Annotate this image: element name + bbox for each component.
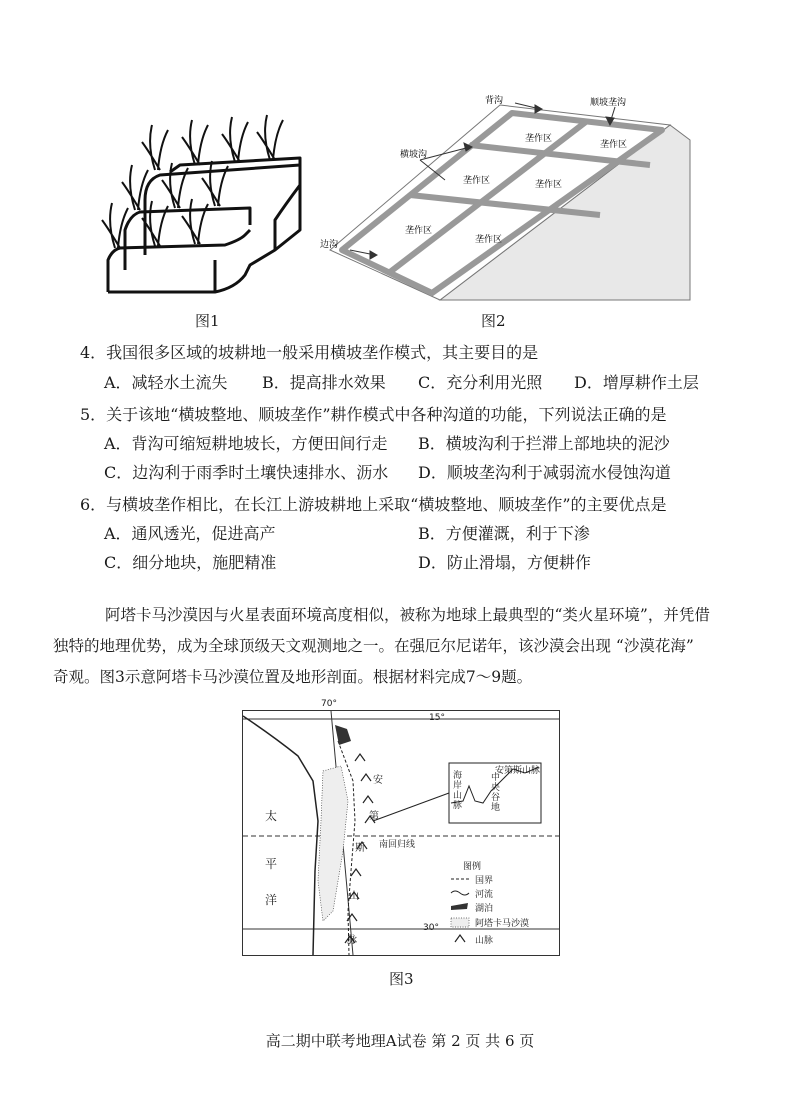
legend-lake: 湖泊 [475,904,494,914]
label-down-slope-ditch: 顺坡垄沟 [590,98,627,108]
legend-border: 国界 [475,876,494,886]
figure-1-terrace-illustration [100,110,320,300]
label-cross-slope-ditch: 横坡沟 [400,150,428,160]
question-5-option-c: C．边沟利于雨季时土壤快速排水、沥水 [104,463,389,482]
question-6-option-c: C．细分地块，施肥精准 [104,553,277,572]
figure-3-caption: 图3 [389,970,414,988]
legend-title: 图例 [463,862,482,872]
page-footer: 高二期中联考地理A试卷 第 2 页 共 6 页 [265,1032,535,1050]
zone-label: 垄作区 [525,134,553,144]
andes-label-4: 山 [349,891,359,902]
passage-line: 阿塔卡马沙漠因与火星表面环境高度相似，被称为地球上最典型的“类火星环境”，并凭借 [105,606,710,624]
question-4-stem: 4．我国很多区域的坡耕地一般采用横坡垄作模式，其主要目的是 [80,343,539,362]
legend-mountain: 山脉 [475,936,494,946]
inset-central-valley: 中 央 谷 地 [491,773,501,813]
question-5-option-d: D．顺坡垄沟利于减弱流水侵蚀沟道 [418,463,671,482]
passage [53,600,723,693]
figure-3-map [242,699,560,956]
zone-label: 垄作区 [600,140,628,150]
zone-label: 垄作区 [405,226,433,236]
question-5-option-a: A．背沟可缩短耕地坡长，方便田间行走 [104,434,388,453]
question-4-option-a: A．减轻水土流失 [104,373,228,392]
question-4-option-d: D．增厚耕作土层 [574,373,699,392]
zone-label: 垄作区 [535,180,563,190]
question-6-option-b: B．方便灌溉，利于下渗 [418,524,590,543]
figure-2-slope-diagram [320,85,700,305]
zone-label: 垄作区 [463,176,491,186]
label-side-ditch: 边沟 [320,240,339,250]
question-6-option-a: A．通风透光，促进高产 [104,524,276,543]
question-5-option-b: B．横坡沟利于拦滞上部地块的泥沙 [418,434,670,453]
passage-line: 独特的地理优势，成为全球顶级天文观测地之一。在强厄尔尼诺年，该沙漠会出现 “沙漠花海” [53,637,694,655]
figure-1-caption: 图1 [195,312,220,330]
andes-label-1: 安 [373,775,383,786]
question-6-option-d: D．防止滑塌，方便耕作 [418,553,591,572]
inset-andes-label: 安第斯山脉 [495,766,541,776]
question-5-stem: 5．关于该地“横坡整地、顺坡垄作”耕作模式中各种沟道的功能，下列说法正确的是 [80,405,667,424]
legend-river: 河流 [475,890,494,900]
andes-label-2: 第 [369,811,379,822]
ocean-label-1: 太 [265,809,278,823]
latitude-bottom-label: 30° [423,923,439,933]
tropic-label: 南回归线 [379,840,416,850]
legend-desert: 阿塔卡马沙漠 [475,919,530,929]
inset-coast-range: 海 岸 山 脉 [453,771,463,811]
label-back-ditch: 背沟 [485,96,504,106]
ocean-label-2: 平 [265,857,278,871]
andes-label-3: 斯 [355,843,365,854]
zone-label: 垄作区 [475,235,503,245]
ocean-label-3: 洋 [265,893,278,907]
longitude-label: 70° [321,699,337,709]
passage-line: 奇观。图3示意阿塔卡马沙漠位置及地形剖面。根据材料完成7～9题。 [53,668,533,686]
figure-2-caption: 图2 [481,312,506,330]
question-4-option-b: B．提高排水效果 [262,373,386,392]
question-4-option-c: C．充分利用光照 [418,373,543,392]
andes-label-5: 脉 [347,935,357,946]
latitude-top-label: 15° [429,713,445,723]
question-6-stem: 6．与横坡垄作相比，在长江上游坡耕地上采取“横坡整地、顺坡垄作”的主要优点是 [80,495,667,514]
